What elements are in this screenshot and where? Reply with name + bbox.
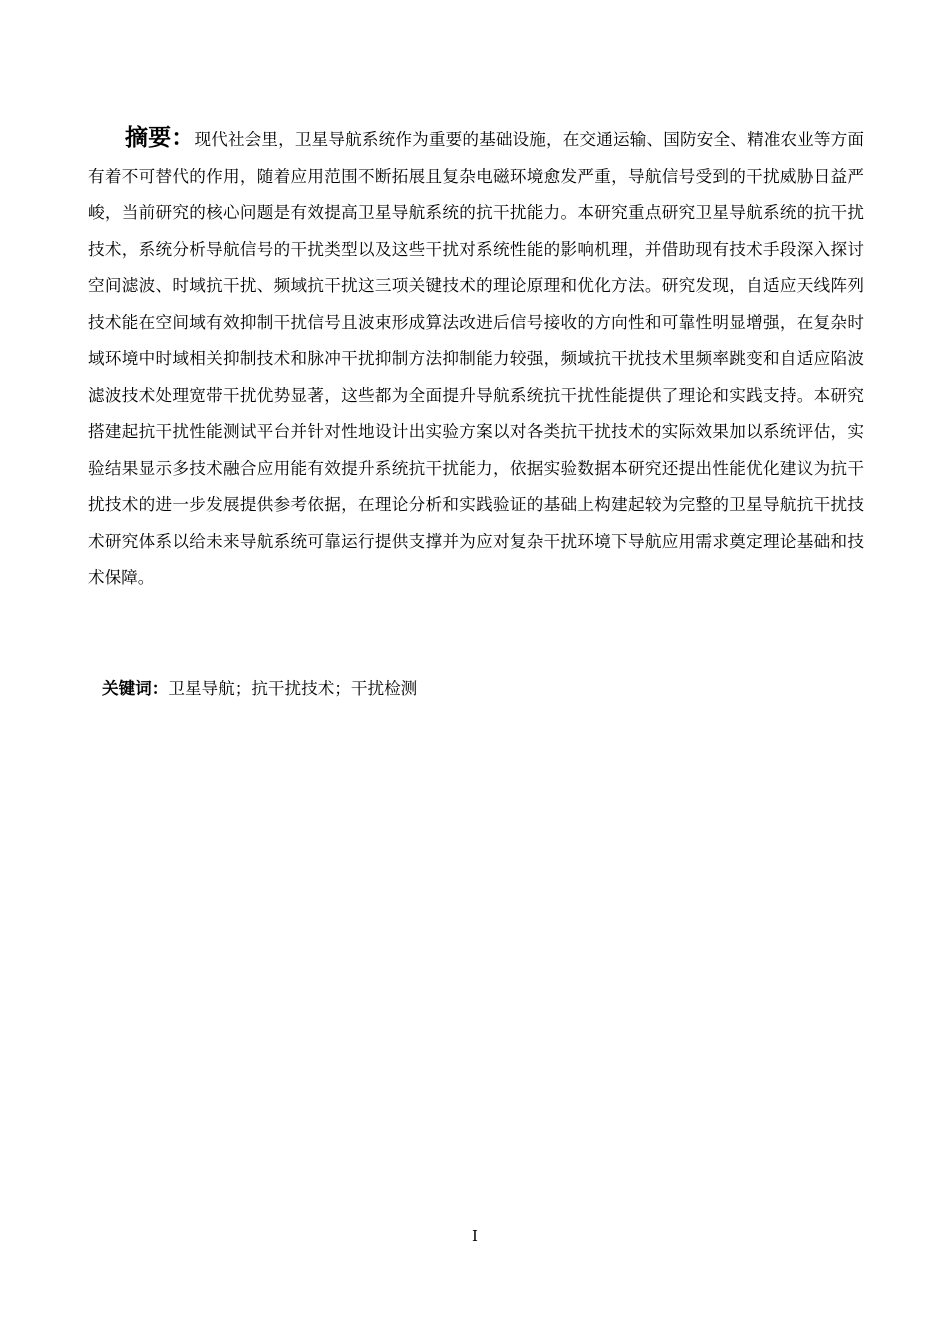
keywords-value: 卫星导航；抗干扰技术；干扰检测: [168, 679, 418, 698]
keywords-line: [102, 676, 862, 702]
keywords-label: 关键词：: [102, 679, 169, 698]
abstract-heading: 摘要：: [125, 125, 195, 151]
abstract-paragraph: [88, 120, 864, 597]
abstract-body: 现代社会里，卫星导航系统作为重要的基础设施，在交通运输、国防安全、精准农业等方面有着不可替代的作用，随着应用范围不断拓展且复杂电磁环境愈发严重，导航信号受到的干扰威胁日益严峻，当前研究的核心问题是有效提高卫星导航系统的抗干扰能力。本研究重点研究卫星导航系统的抗干扰技术，系统分析导航信号的干扰类型以及这些干扰对系统性能的影响机理，并借助现有技术手段深入探讨空间滤波、时域抗干扰、频域抗干扰这三项关键技术的理论原理和优化方法。研究发现，自适应天线阵列技术能在空间域有效抑制干扰信号且波束形成算法改进后信号接收的方向性和可靠性明显增强，在复杂时域环境中时域相关抑制技术和脉冲干扰抑制方法抑制能力较强，频域抗干扰技术里频率跳变和自适应陷波滤波技术处理宽带干扰优势显著，这些都为全面提升导航系统抗干扰性能提供了理论和实践支持。本研究搭建起抗干扰性能测试平台并针对性地设计出实验方案以对各类抗干扰技术的实际效果加以系统评估，实验结果显示多技术融合应用能有效提升系统抗干扰能力，依据实验数据本研究还提出性能优化建议为抗干扰技术的进一步发展提供参考依据，在理论分析和实践验证的基础上构建起较为完整的卫星导航抗干扰技术研究体系以给未来导航系统可靠运行提供支撑并为应对复杂干扰环境下导航应用需求奠定理论基础和技术保障。: [88, 130, 865, 587]
page-number: I: [472, 1227, 478, 1245]
